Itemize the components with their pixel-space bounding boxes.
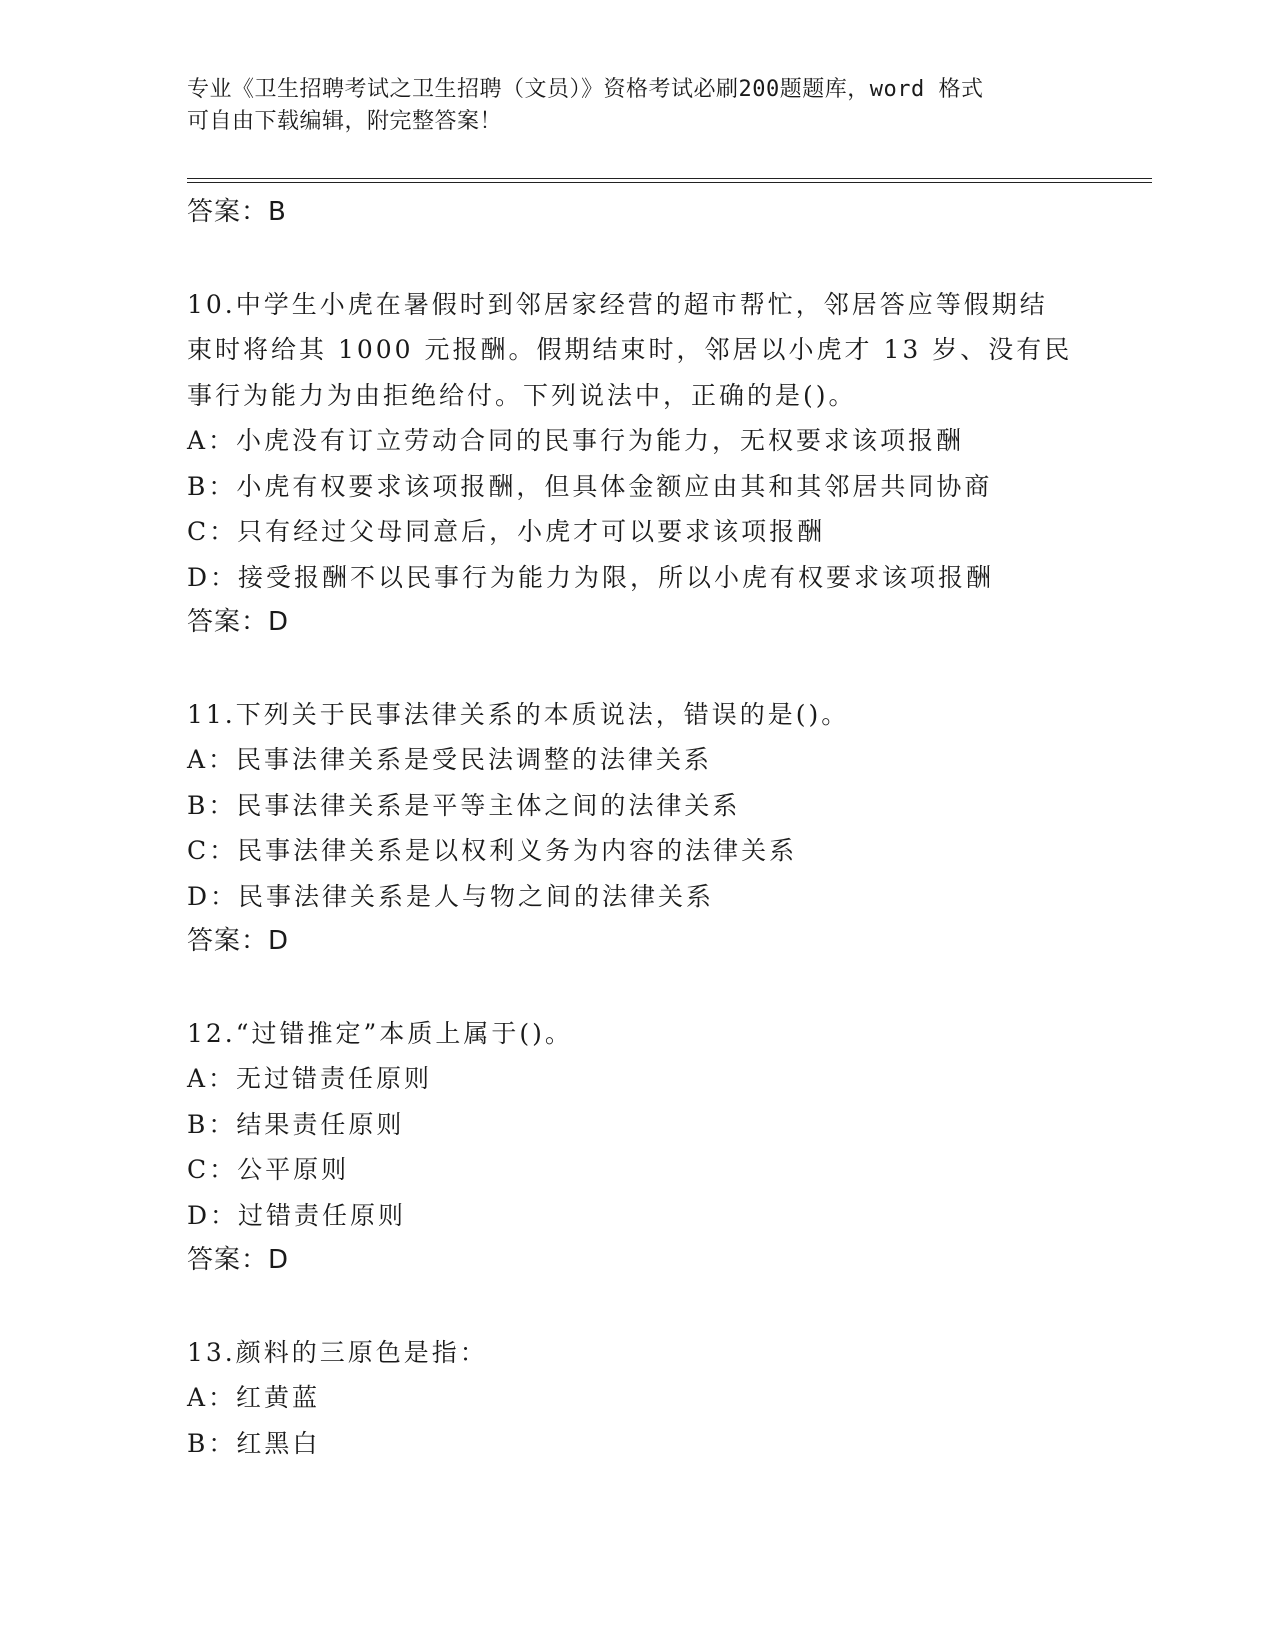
document-body [187,190,1147,1466]
header-line-1: 专业《卫生招聘考试之卫生招聘（文员）》资格考试必刷200题题库，word 格式 [187,77,984,102]
option-b: B：小虎有权要求该项报酬，但具体金额应由其和其邻居共同协商 [187,471,993,501]
answer-line: 答案：D [187,1245,290,1275]
question-stem: 事行为能力为由拒绝给付。下列说法中，正确的是()。 [187,380,857,410]
answer-line: 答案：B [187,197,287,227]
option-c: C：民事法律关系是以权利义务为内容的法律关系 [187,836,798,865]
header-rule-top [187,178,1152,179]
option-d: D：过错责任原则 [187,1200,407,1230]
page-header [187,74,1067,138]
header-rule-bottom [187,182,1152,183]
spacer [187,965,1147,1011]
option-b: B：结果责任原则 [187,1109,405,1139]
spacer [187,236,1147,282]
header-line-2: 可自由下载编辑，附完整答案！ [187,109,503,134]
option-b: B：民事法律关系是平等主体之间的法律关系 [187,790,741,820]
answer-line: 答案：D [187,607,290,637]
question-12 [187,1011,1147,1284]
option-d: D：民事法律关系是人与物之间的法律关系 [187,881,715,911]
option-c: C：公平原则 [187,1155,350,1184]
option-c: C：只有经过父母同意后，小虎才可以要求该项报酬 [187,517,826,546]
option-a: A：无过错责任原则 [187,1064,433,1093]
question-stem: 10.中学生小虎在暑假时到邻居家经营的超市帮忙，邻居答应等假期结 [187,289,1048,319]
question-stem: 12.“过错推定”本质上属于()。 [187,1018,573,1048]
option-a: A：红黄蓝 [187,1383,321,1412]
question-13 [187,1330,1147,1467]
option-b: B：红黑白 [187,1428,321,1458]
question-stem: 13.颜料的三原色是指： [187,1337,488,1367]
spacer [187,646,1147,692]
spacer [187,1284,1147,1330]
question-stem: 11.下列关于民事法律关系的本质说法，错误的是()。 [187,699,850,729]
answer-line: 答案：D [187,926,290,956]
option-a: A：民事法律关系是受民法调整的法律关系 [187,745,713,774]
option-d: D：接受报酬不以民事行为能力为限，所以小虎有权要求该项报酬 [187,562,995,592]
option-a: A：小虎没有订立劳动合同的民事行为能力，无权要求该项报酬 [187,426,965,455]
question-stem: 束时将给其 1000 元报酬。假期结束时，邻居以小虎才 13 岁、没有民 [187,335,1073,364]
question-11 [187,692,1147,965]
question-10 [187,282,1147,646]
